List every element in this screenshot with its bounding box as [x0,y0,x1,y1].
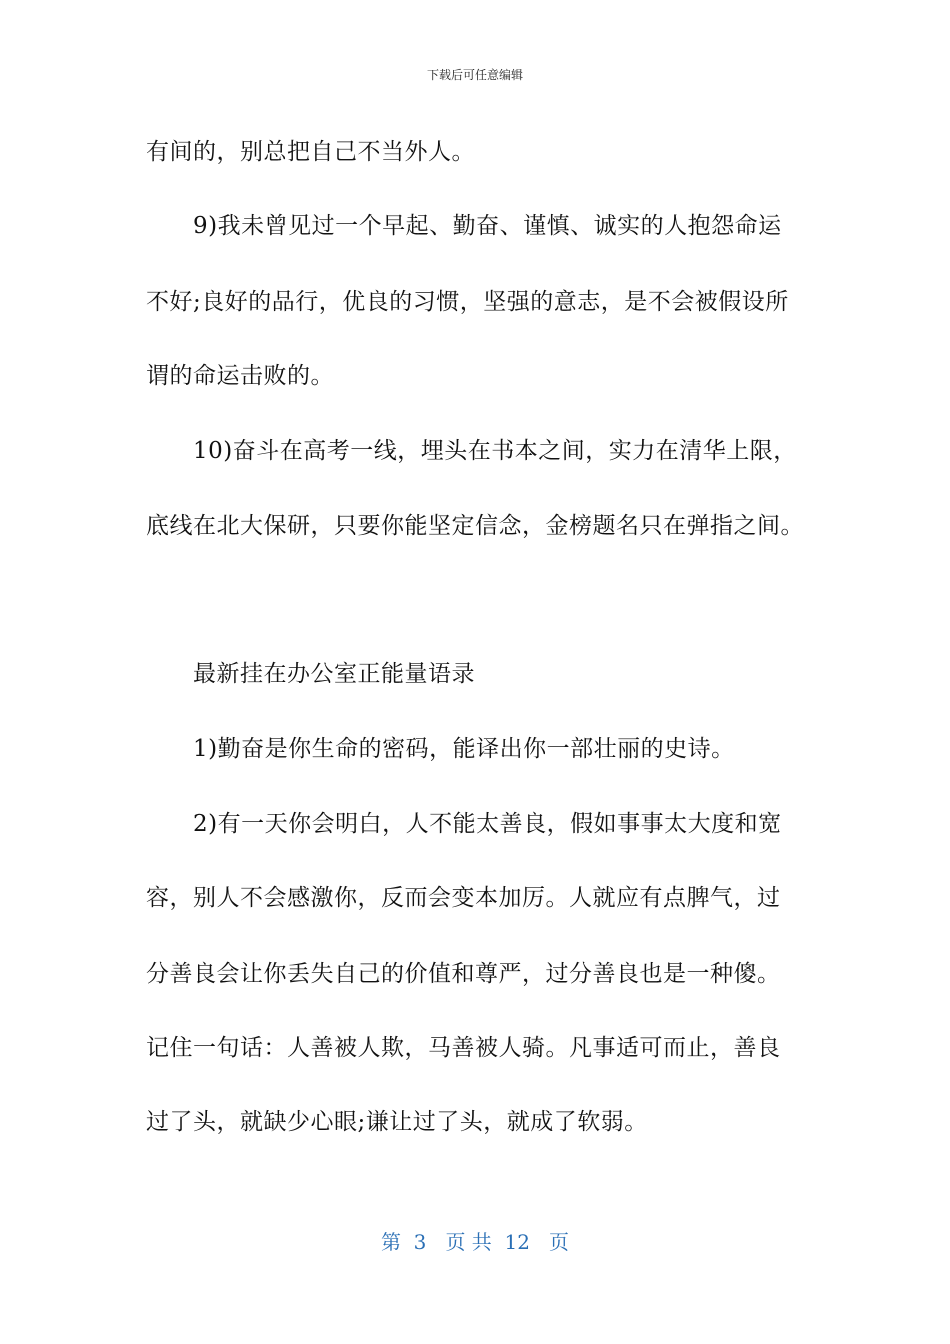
text-line: 10)奋斗在高考一线，埋头在书本之间，实力在清华上限， [193,438,797,464]
page-header: 下载后可任意编辑 [426,68,523,82]
text-line: 有间的，别总把自己不当外人。 [146,139,475,165]
text-line: 过了头，就缺少心眼;谦让过了头，就成了软弱。 [146,1109,648,1135]
text-line: 谓的命运击败的。 [146,363,334,389]
text-line: 分善良会让你丢失自己的价值和尊严，过分善良也是一种傻。 [146,961,781,987]
text-line: 记住一句话：人善被人欺，马善被人骑。凡事适可而止，善良 [146,1035,781,1061]
text-line: 不好;良好的品行，优良的习惯，坚强的意志，是不会被假设所 [146,289,789,315]
text-line: 9)我未曾见过一个早起、勤奋、谨慎、诚实的人抱怨命运 [193,213,782,239]
page-footer: 第 3 页 共 12 页 [380,1230,570,1254]
section-heading: 最新挂在办公室正能量语录 [193,661,475,687]
text-line: 2)有一天你会明白，人不能太善良，假如事事太大度和宽 [193,811,782,837]
text-line: 容，别人不会感激你，反而会变本加厉。人就应有点脾气，过 [146,885,781,911]
text-line: 1)勤奋是你生命的密码，能译出你一部壮丽的史诗。 [193,736,735,762]
text-line: 底线在北大保研，只要你能坚定信念，金榜题名只在弹指之间。 [146,513,804,539]
